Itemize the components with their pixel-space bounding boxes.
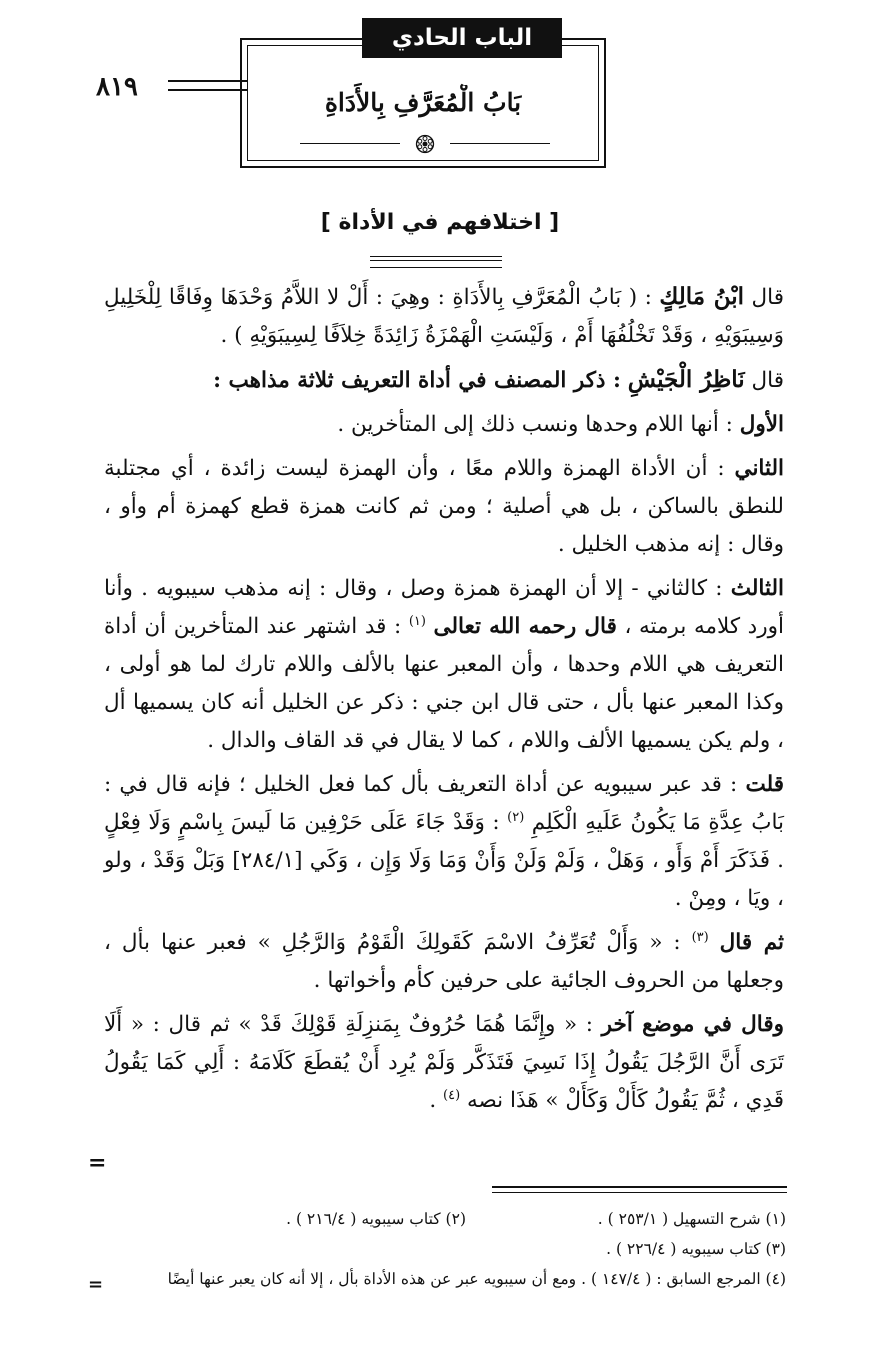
subheading: [ اختلافهم في الأداة ] <box>320 210 560 235</box>
p5-text-b: : قد اشتهر عند المتأخرين أن أداة التعريف هي اللام وحدها ، وأن المعبر عنها بالألف واللام تارك لما هو أولى ، وكذا المعبر عنها بأل ، حتى قال ابن جني : ذكر عن الخليل أنه كان يسميها أل ، ولم يكن يسميها الألف واللام ، كما لا يقال في قد القاف والدال . <box>104 614 784 753</box>
paragraph-2 <box>104 361 784 400</box>
p5-label: الثالث <box>730 576 784 601</box>
p3-text: : أنها اللام وحدها ونسب ذلك إلى المتأخرين . <box>337 412 733 437</box>
footnote-separator <box>492 1186 787 1193</box>
footnote-row-2 <box>100 1234 786 1264</box>
paragraph-5 <box>104 570 784 760</box>
paragraph-3 <box>104 406 784 444</box>
p8-text-b: . <box>429 1088 437 1113</box>
paragraph-6 <box>104 766 784 918</box>
footnote-1: (١) شرح التسهيل ( ٢٥٣/١ ) . <box>597 1210 786 1228</box>
section-title: بَابُ الْمُعَرَّفِ بِالأَدَاةِ <box>324 88 522 117</box>
paragraph-8 <box>104 1006 784 1120</box>
p8-text-a: : « وإِنَّمَا هُمَا حُرُوفٌ بِمَنزِلَةِ قَوْلِكَ قَدْ » ثم قال : « أَلَا تَرَى أَنَّ الرَّجُلَ يَقُولُ إِذَا نَسِيَ فَتَذَكَّر وَلَمْ يُرِد أَنْ يُقطَعَ كَلَامَهُ : أَلِي كَمَا يَقُولُ قَدِي ، ثُمَّ يَقُولُ كَأَلْ وَكَأَلْ » هَذَا نصه <box>104 1012 784 1113</box>
ornament-line-left <box>300 143 400 144</box>
footnote-ref-3[interactable]: (٣) <box>691 929 709 945</box>
p6-text-b: : وَقَدْ جَاءَ عَلَى حَرْفِين مَا لَيسَ بِاسْمٍ وَلَا فِعْلٍ . فَذَكَرَ أَمْ وَأَو ، وَهَلْ ، وَلَمْ وَلَنْ وَأَنْ وَمَا وَلَا وَإِن ، وَكَي [٢٨٤/١] وَبَلْ وَقَدْ ، ولو ، ويَا ، ومِنْ . <box>104 810 784 911</box>
chapter-label: الباب الحادي عشر <box>362 18 562 58</box>
footnote-row-3 <box>100 1264 786 1294</box>
p2-text: : ذكر المصنف في أداة التعريف ثلاثة مذاهب : <box>213 368 621 393</box>
footnote-row-1 <box>100 1204 786 1234</box>
author-name-ibn-malik: ابْنُ مَالِكٍ <box>659 283 745 310</box>
continuation-mark: = <box>88 1150 107 1176</box>
p7-label: ثم قال <box>719 930 784 955</box>
footnote-ref-4[interactable]: (٤) <box>443 1087 461 1103</box>
p5-bold: قال رحمه الله تعالى <box>433 614 617 639</box>
footnote-3: (٣) كتاب سيبويه ( ٢٢٦/٤ ) . <box>606 1240 786 1258</box>
footnote-2: (٢) كتاب سيبويه ( ٢١٦/٤ ) . <box>286 1210 466 1228</box>
paragraph-4 <box>104 450 784 564</box>
header-ornament <box>300 134 550 154</box>
subheading-rule <box>370 256 502 268</box>
p6-label: قلت <box>745 772 785 797</box>
page-number-rule <box>168 80 248 91</box>
rosette-icon <box>413 134 437 154</box>
p1-text: : ( بَابُ الْمُعَرَّفِ بِالأَدَاةِ : وهِيَ : أَلْ لا اللاَّمُ وَحْدَهَا وِفَاقًا لِلْخَلِيلِ وَسِيبَوَيْهِ ، وَقَدْ تَخْلُفُهَا أَمْ ، وَلَيْسَتِ الْهَمْزَةُ زَائِدَةً خِلاَفًا لِسِيبَوَيْهِ ) . <box>104 285 784 348</box>
p2-intro: قال <box>751 368 784 393</box>
p6-text-a: : قد عبر سيبويه عن أداة التعريف بأل كما فعل الخليل ؛ فإنه قال في : بَابُ عِدَّةِ مَا يَكُونُ عَلَيهِ الْكَلِمِ <box>104 772 784 835</box>
p4-text: : أن الأداة الهمزة واللام معًا ، وأن الهمزة ليست زائدة ، أي مجتلبة للنطق بالساكن ، بل هي أصلية ؛ ومن ثم كانت همزة قطع كهمزة أم وأو ، وقال : إنه مذهب الخليل . <box>104 456 784 557</box>
page-number: ٨١٩ <box>96 72 138 102</box>
p5-text-a: : كالثاني - إلا أن الهمزة همزة وصل ، وقال : إنه مذهب سيبويه . وأنا أورد كلامه برمته ، <box>104 576 784 639</box>
p4-label: الثاني <box>734 456 784 481</box>
p3-label: الأول <box>739 412 784 437</box>
footnote-continuation-mark: = <box>88 1274 104 1295</box>
footnotes <box>100 1204 786 1294</box>
author-name-nazir-al-jaysh: نَاظِرُ الْجَيْشِ <box>627 366 745 393</box>
body-text <box>104 278 784 1126</box>
footnote-ref-2[interactable]: (٢) <box>507 809 525 825</box>
footnote-ref-1[interactable]: (١) <box>408 613 426 629</box>
p1-intro: قال <box>751 285 784 310</box>
footnote-4: (٤) المرجع السابق : ( ١٤٧/٤ ) . ومع أن سيبويه عبر عن هذه الأداة بأل ، إلا أنه كان يعبر عنها أيضًا <box>167 1270 786 1288</box>
paragraph-1 <box>104 278 784 355</box>
ornament-line-right <box>450 143 550 144</box>
p7-text: : « وَأَلْ تُعَرِّفُ الاسْمَ كَقَولِكَ الْقَوْمُ وَالرَّجُلِ » فعبر عنها بأل ، وجعلها من الحروف الجائية على حرفين كأم وأخواتها . <box>104 930 784 993</box>
p8-label: وقال في موضع آخر <box>601 1012 784 1037</box>
paragraph-7 <box>104 924 784 1000</box>
